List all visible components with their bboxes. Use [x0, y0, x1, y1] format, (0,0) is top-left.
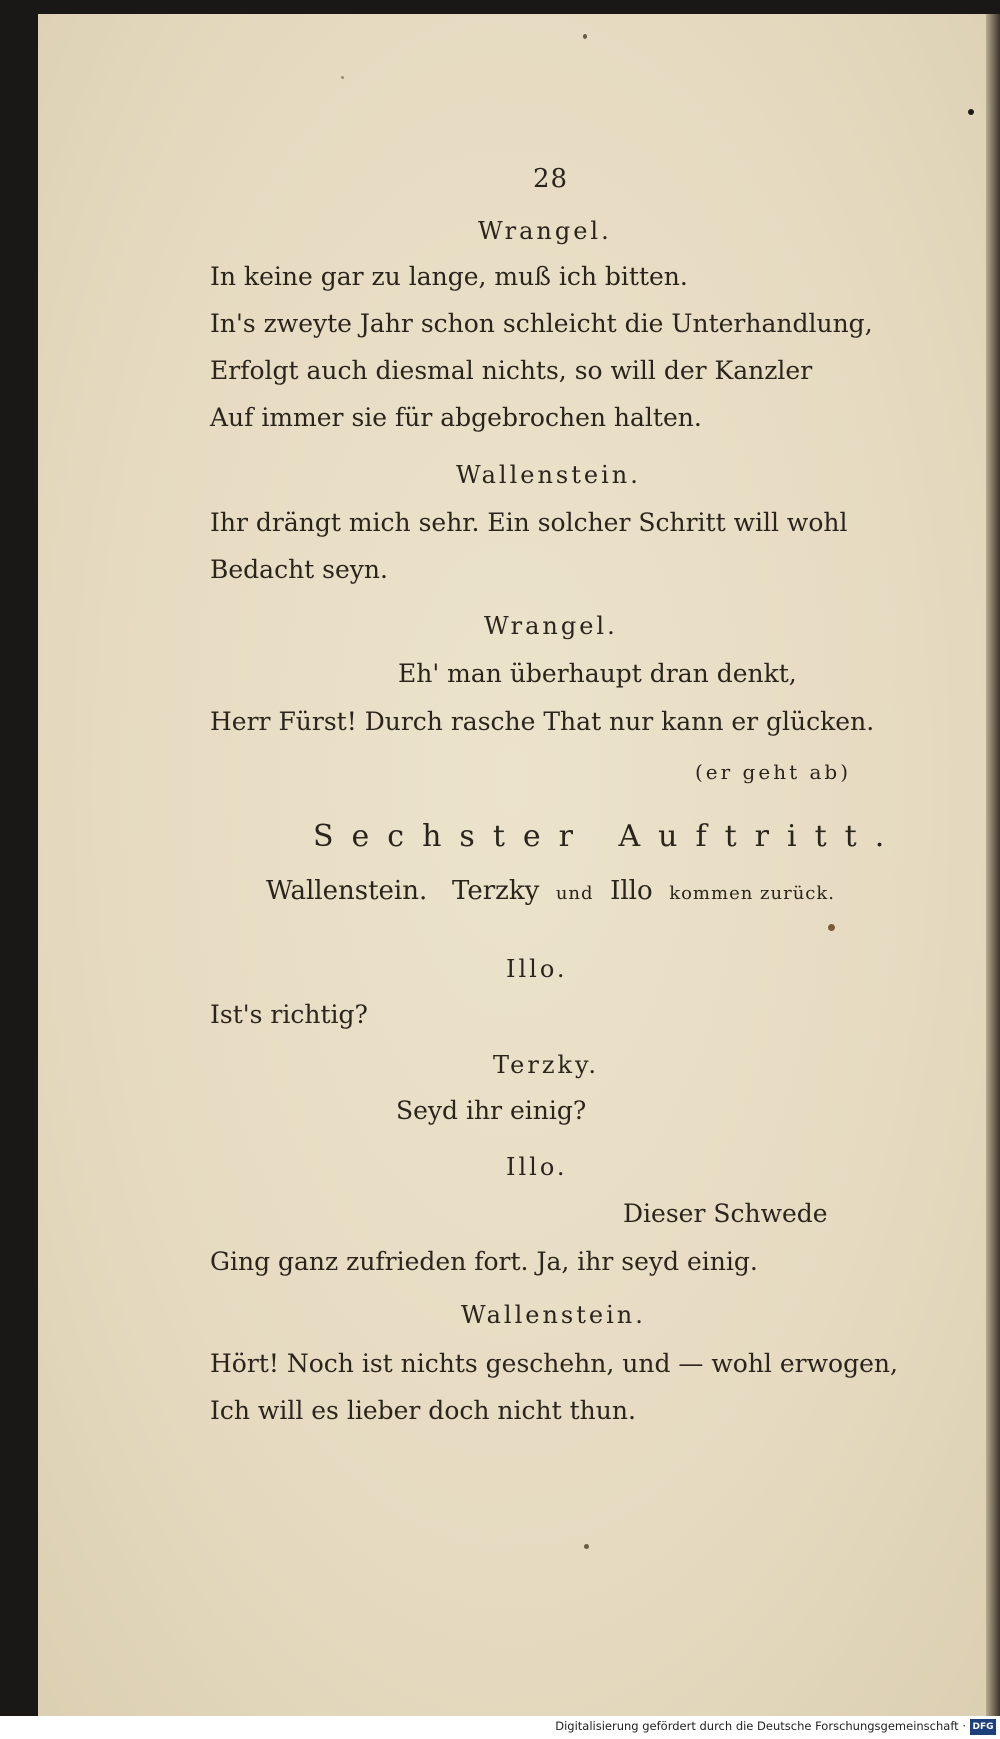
book-page [38, 14, 986, 1716]
speaker-wrangel: Wrangel. [478, 217, 612, 245]
speaker-wallenstein: Wallenstein. [461, 1301, 646, 1329]
person-illo: Illo [610, 876, 653, 906]
paper-speck [968, 109, 974, 115]
scene-persons [266, 876, 835, 909]
footer-credit-text: Digitalisierung gefördert durch die Deutsche Forschungsgemeinschaft · [555, 1719, 966, 1733]
verse-line: Bedacht seyn. [210, 555, 388, 584]
paper-speck [584, 1544, 589, 1549]
verse-line: Eh' man überhaupt dran denkt, [398, 659, 797, 688]
verse-line: Erfolgt auch diesmal nichts, so will der Kanzler [210, 356, 813, 385]
paper-speck [828, 924, 835, 931]
connector-und: und [555, 883, 594, 904]
page-edge-shadow [986, 14, 1000, 1716]
verse-line: Hört! Noch ist nichts geschehn, und — wohl erwogen, [210, 1349, 898, 1378]
paper-speck [341, 76, 344, 79]
verse-line: Ihr drängt mich sehr. Ein solcher Schritt will wohl [210, 508, 848, 537]
scene-action: kommen zurück. [669, 883, 836, 904]
verse-line: Ist's richtig? [210, 1000, 368, 1029]
verse-line: Ging ganz zufrieden fort. Ja, ihr seyd einig. [210, 1247, 758, 1276]
speaker-wrangel: Wrangel. [484, 612, 618, 640]
stage-direction: (er geht ab) [695, 760, 851, 784]
person-terzky: Terzky [452, 876, 540, 906]
speaker-terzky: Terzky. [493, 1051, 600, 1079]
page-content [38, 14, 986, 1716]
scene-title: Sechster Auftritt. [313, 819, 903, 854]
speaker-illo: Illo. [506, 955, 568, 983]
speaker-illo: Illo. [506, 1153, 568, 1181]
verse-line: In's zweyte Jahr schon schleicht die Unterhandlung, [210, 309, 873, 338]
page-number: 28 [533, 164, 569, 194]
verse-line: Dieser Schwede [623, 1199, 828, 1228]
verse-line: Herr Fürst! Durch rasche That nur kann er glücken. [210, 707, 875, 736]
digitization-footer [0, 1716, 1000, 1739]
paper-speck [583, 34, 587, 39]
verse-line: Seyd ihr einig? [396, 1096, 587, 1125]
person-wallenstein: Wallenstein. [266, 876, 428, 906]
verse-line: In keine gar zu lange, muß ich bitten. [210, 262, 688, 291]
dfg-logo: DFG [970, 1719, 996, 1735]
speaker-wallenstein: Wallenstein. [456, 461, 641, 489]
verse-line: Ich will es lieber doch nicht thun. [210, 1396, 636, 1425]
verse-line: Auf immer sie für abgebrochen halten. [210, 403, 702, 432]
